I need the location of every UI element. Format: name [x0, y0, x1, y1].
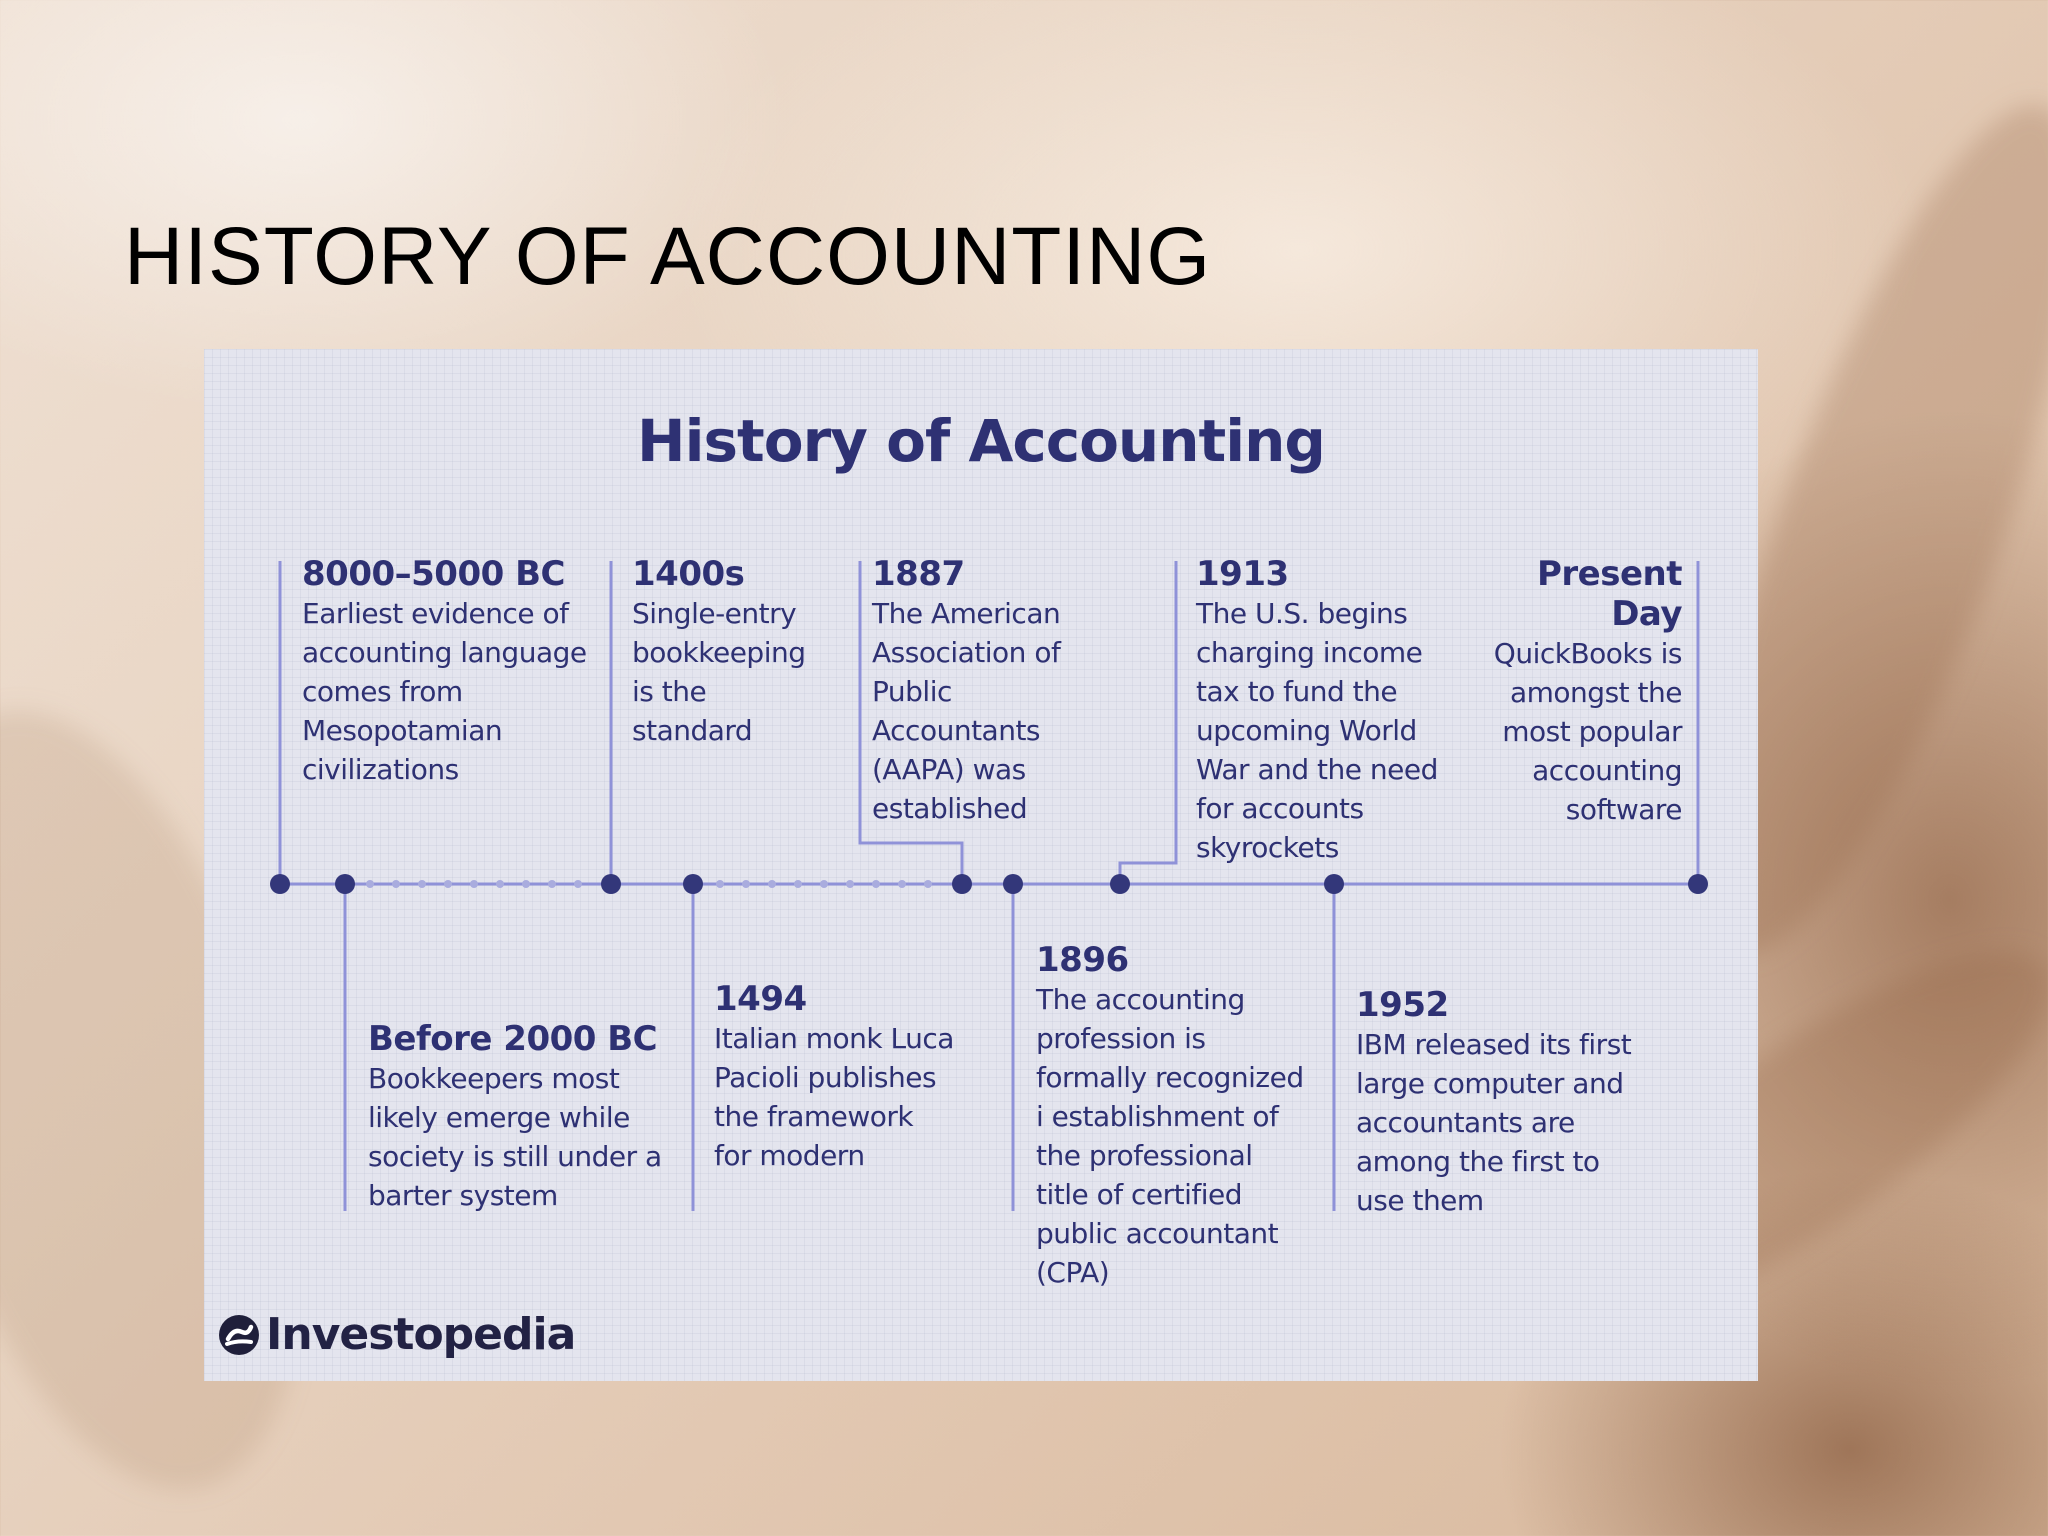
- timeline-dot: [683, 874, 703, 894]
- investopedia-logo: [218, 1309, 575, 1360]
- event-1913: [1196, 554, 1464, 867]
- event-description: The American Association of Public Accountants (AAPA) was established: [872, 597, 1061, 825]
- event-description: Bookkeepers most likely emerge while society is still under a barter system: [368, 1062, 662, 1212]
- event-before-2000bc: [368, 1019, 668, 1215]
- event-date: 1896: [1036, 940, 1129, 980]
- timeline-dot: [1003, 874, 1023, 894]
- investopedia-logo-icon: [218, 1314, 260, 1356]
- event-description: IBM released its first large computer and accountants are among the first to use them: [1356, 1028, 1632, 1217]
- timeline-dot: [335, 874, 355, 894]
- event-1952: [1356, 985, 1656, 1220]
- event-1896: [1036, 940, 1312, 1292]
- event-date: 1400s: [632, 554, 745, 594]
- timeline-graphic: [204, 349, 1758, 1381]
- timeline-dot: [601, 874, 621, 894]
- timeline-dot: [952, 874, 972, 894]
- connector-1913: [1120, 561, 1176, 884]
- event-description: The accounting profession is formally recognized i establishment of the professional title of certified public accountant (CPA): [1036, 983, 1304, 1289]
- timeline-dot: [1688, 874, 1708, 894]
- event-date: 1913: [1196, 554, 1289, 594]
- event-description: Single-entry bookkeeping is the standard: [632, 597, 806, 747]
- event-date: Before 2000 BC: [368, 1019, 658, 1059]
- timeline-dot: [1110, 874, 1130, 894]
- event-date: 1494: [714, 979, 807, 1019]
- timeline-dot: [270, 874, 290, 894]
- event-8000-5000bc: [302, 554, 602, 789]
- infographic-title: History of Accounting: [637, 407, 1325, 475]
- event-date: 1887: [872, 554, 965, 594]
- event-description: QuickBooks is amongst the most popular accounting software: [1493, 637, 1682, 826]
- event-1887: [872, 554, 1092, 828]
- event-date: 1952: [1356, 985, 1449, 1025]
- event-description: Earliest evidence of accounting language comes from Mesopotamian civilizations: [302, 597, 587, 786]
- slide-title: HISTORY OF ACCOUNTING: [124, 211, 1212, 302]
- event-1400s: [632, 554, 832, 750]
- event-present-day: [1466, 554, 1682, 829]
- timeline-dot: [1324, 874, 1344, 894]
- event-description: The U.S. begins charging income tax to fund the upcoming World War and the need for accounts skyrockets: [1196, 597, 1438, 864]
- event-date: 8000–5000 BC: [302, 554, 565, 594]
- event-1494: [714, 979, 954, 1175]
- logo-text: Investopedia: [266, 1309, 576, 1360]
- event-date: Present Day: [1536, 554, 1682, 634]
- timeline-infographic: [204, 349, 1758, 1381]
- event-description: Italian monk Luca Pacioli publishes the framework for modern: [714, 1022, 954, 1172]
